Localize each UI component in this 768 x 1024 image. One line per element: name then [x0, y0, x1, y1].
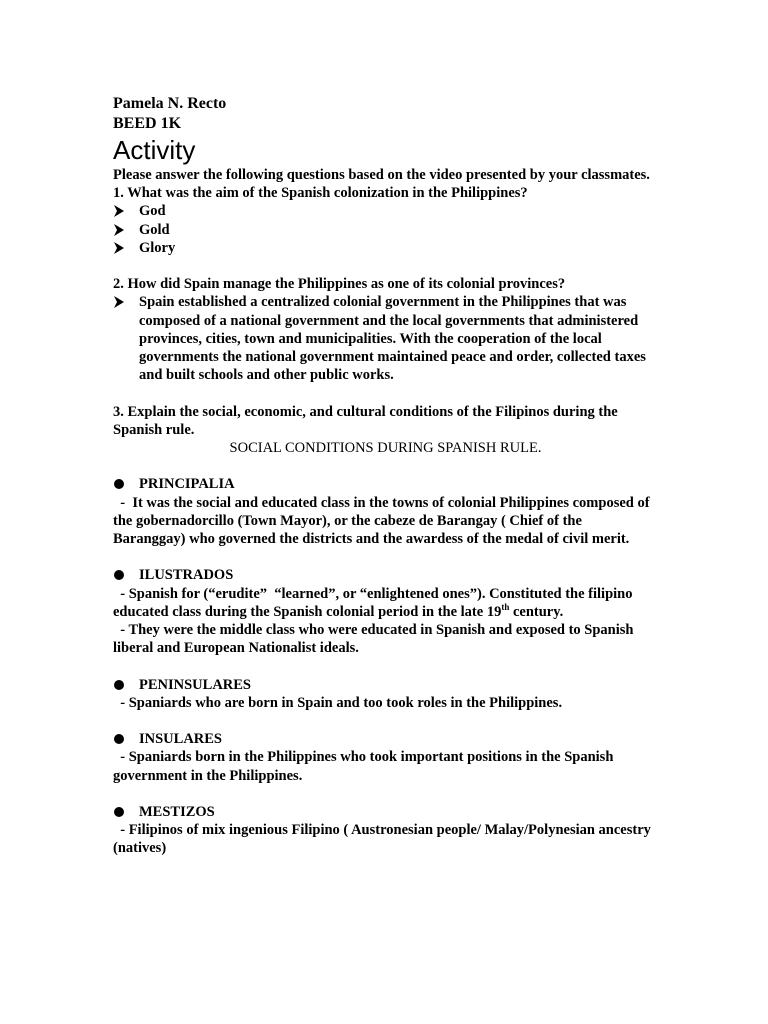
- class-name: PENINSULARES: [139, 676, 251, 693]
- student-section: BEED 1K: [113, 115, 182, 132]
- superscript: th: [501, 601, 510, 612]
- bullet-dot-icon: [114, 680, 124, 690]
- class-description-2: - They were the middle class who were educated in Spanish and exposed to Spanish liberal and European Nationalist ideals.: [113, 622, 638, 657]
- class-description: - It was the social and educated class in the towns of colonial Philippines composed of the gobernadorcillo (Town Mayor), or the cabeze de Barangay ( Chief of the Baranggay) who governed the districts and the awardess of the medal of civil merit.: [113, 494, 654, 548]
- class-heading: [113, 676, 658, 694]
- class-name: MESTIZOS: [139, 804, 215, 820]
- document-page: [113, 94, 658, 858]
- list-item: [113, 202, 658, 220]
- list-item: [113, 221, 658, 239]
- page-title: Activity: [113, 135, 196, 165]
- arrow-bullet-icon: [113, 221, 127, 236]
- class-heading: [113, 803, 658, 821]
- student-name: Pamela N. Recto: [113, 95, 227, 112]
- question-1: 1. What was the aim of the Spanish colonization in the Philippines?: [113, 185, 528, 202]
- class-description: [113, 585, 658, 621]
- question-2: 2. How did Spain manage the Philippines as one of its colonial provinces?: [113, 276, 566, 293]
- class-description: - Filipinos of mix ingenious Filipino ( Austronesian people/ Malay/Polynesian ancestry (natives): [113, 822, 655, 857]
- question-3: 3. Explain the social, economic, and cultural conditions of the Filipinos during the Spanish rule.: [113, 403, 618, 438]
- class-heading: [113, 475, 658, 493]
- answer-god: God: [139, 203, 166, 220]
- class-heading: [113, 566, 658, 584]
- answer-gold: Gold: [139, 221, 170, 238]
- intro-text: Please answer the following questions based on the video presented by your classmates.: [113, 167, 650, 183]
- class-name: ILUSTRADOS: [139, 567, 234, 584]
- class-heading: [113, 730, 658, 748]
- list-item: [113, 293, 658, 384]
- bullet-dot-icon: [114, 734, 124, 744]
- answer-glory: Glory: [139, 239, 176, 256]
- answer-2: Spain established a centralized colonial government in the Philippines that was composed of a national government and the local governments that administered provinces, cities, town and municipalities. With the cooperation of the local governments the national government maintained peace and order, collected taxes and built schools and other public works.: [139, 294, 646, 384]
- class-description: - Spaniards who are born in Spain and too took roles in the Philippines.: [113, 694, 563, 711]
- class-description-part: - Spanish for (“erudite” “learned”, or “enlightened ones”). Constituted the filipino educated class during the Spanish colonial period in the late 19: [113, 585, 637, 620]
- class-description-part: century.: [509, 603, 564, 620]
- class-name: INSULARES: [139, 731, 222, 748]
- class-description: - Spaniards born in the Philippines who took important positions in the Spanish government in the Philippines.: [113, 749, 618, 784]
- class-name: PRINCIPALIA: [139, 476, 235, 493]
- bullet-dot-icon: [114, 479, 124, 489]
- arrow-bullet-icon: [113, 293, 127, 308]
- list-item: [113, 239, 658, 257]
- bullet-dot-icon: [114, 570, 124, 580]
- arrow-bullet-icon: [113, 202, 127, 217]
- section-subheading: SOCIAL CONDITIONS DURING SPANISH RULE.: [229, 440, 542, 457]
- bullet-dot-icon: [114, 807, 124, 817]
- arrow-bullet-icon: [113, 239, 127, 254]
